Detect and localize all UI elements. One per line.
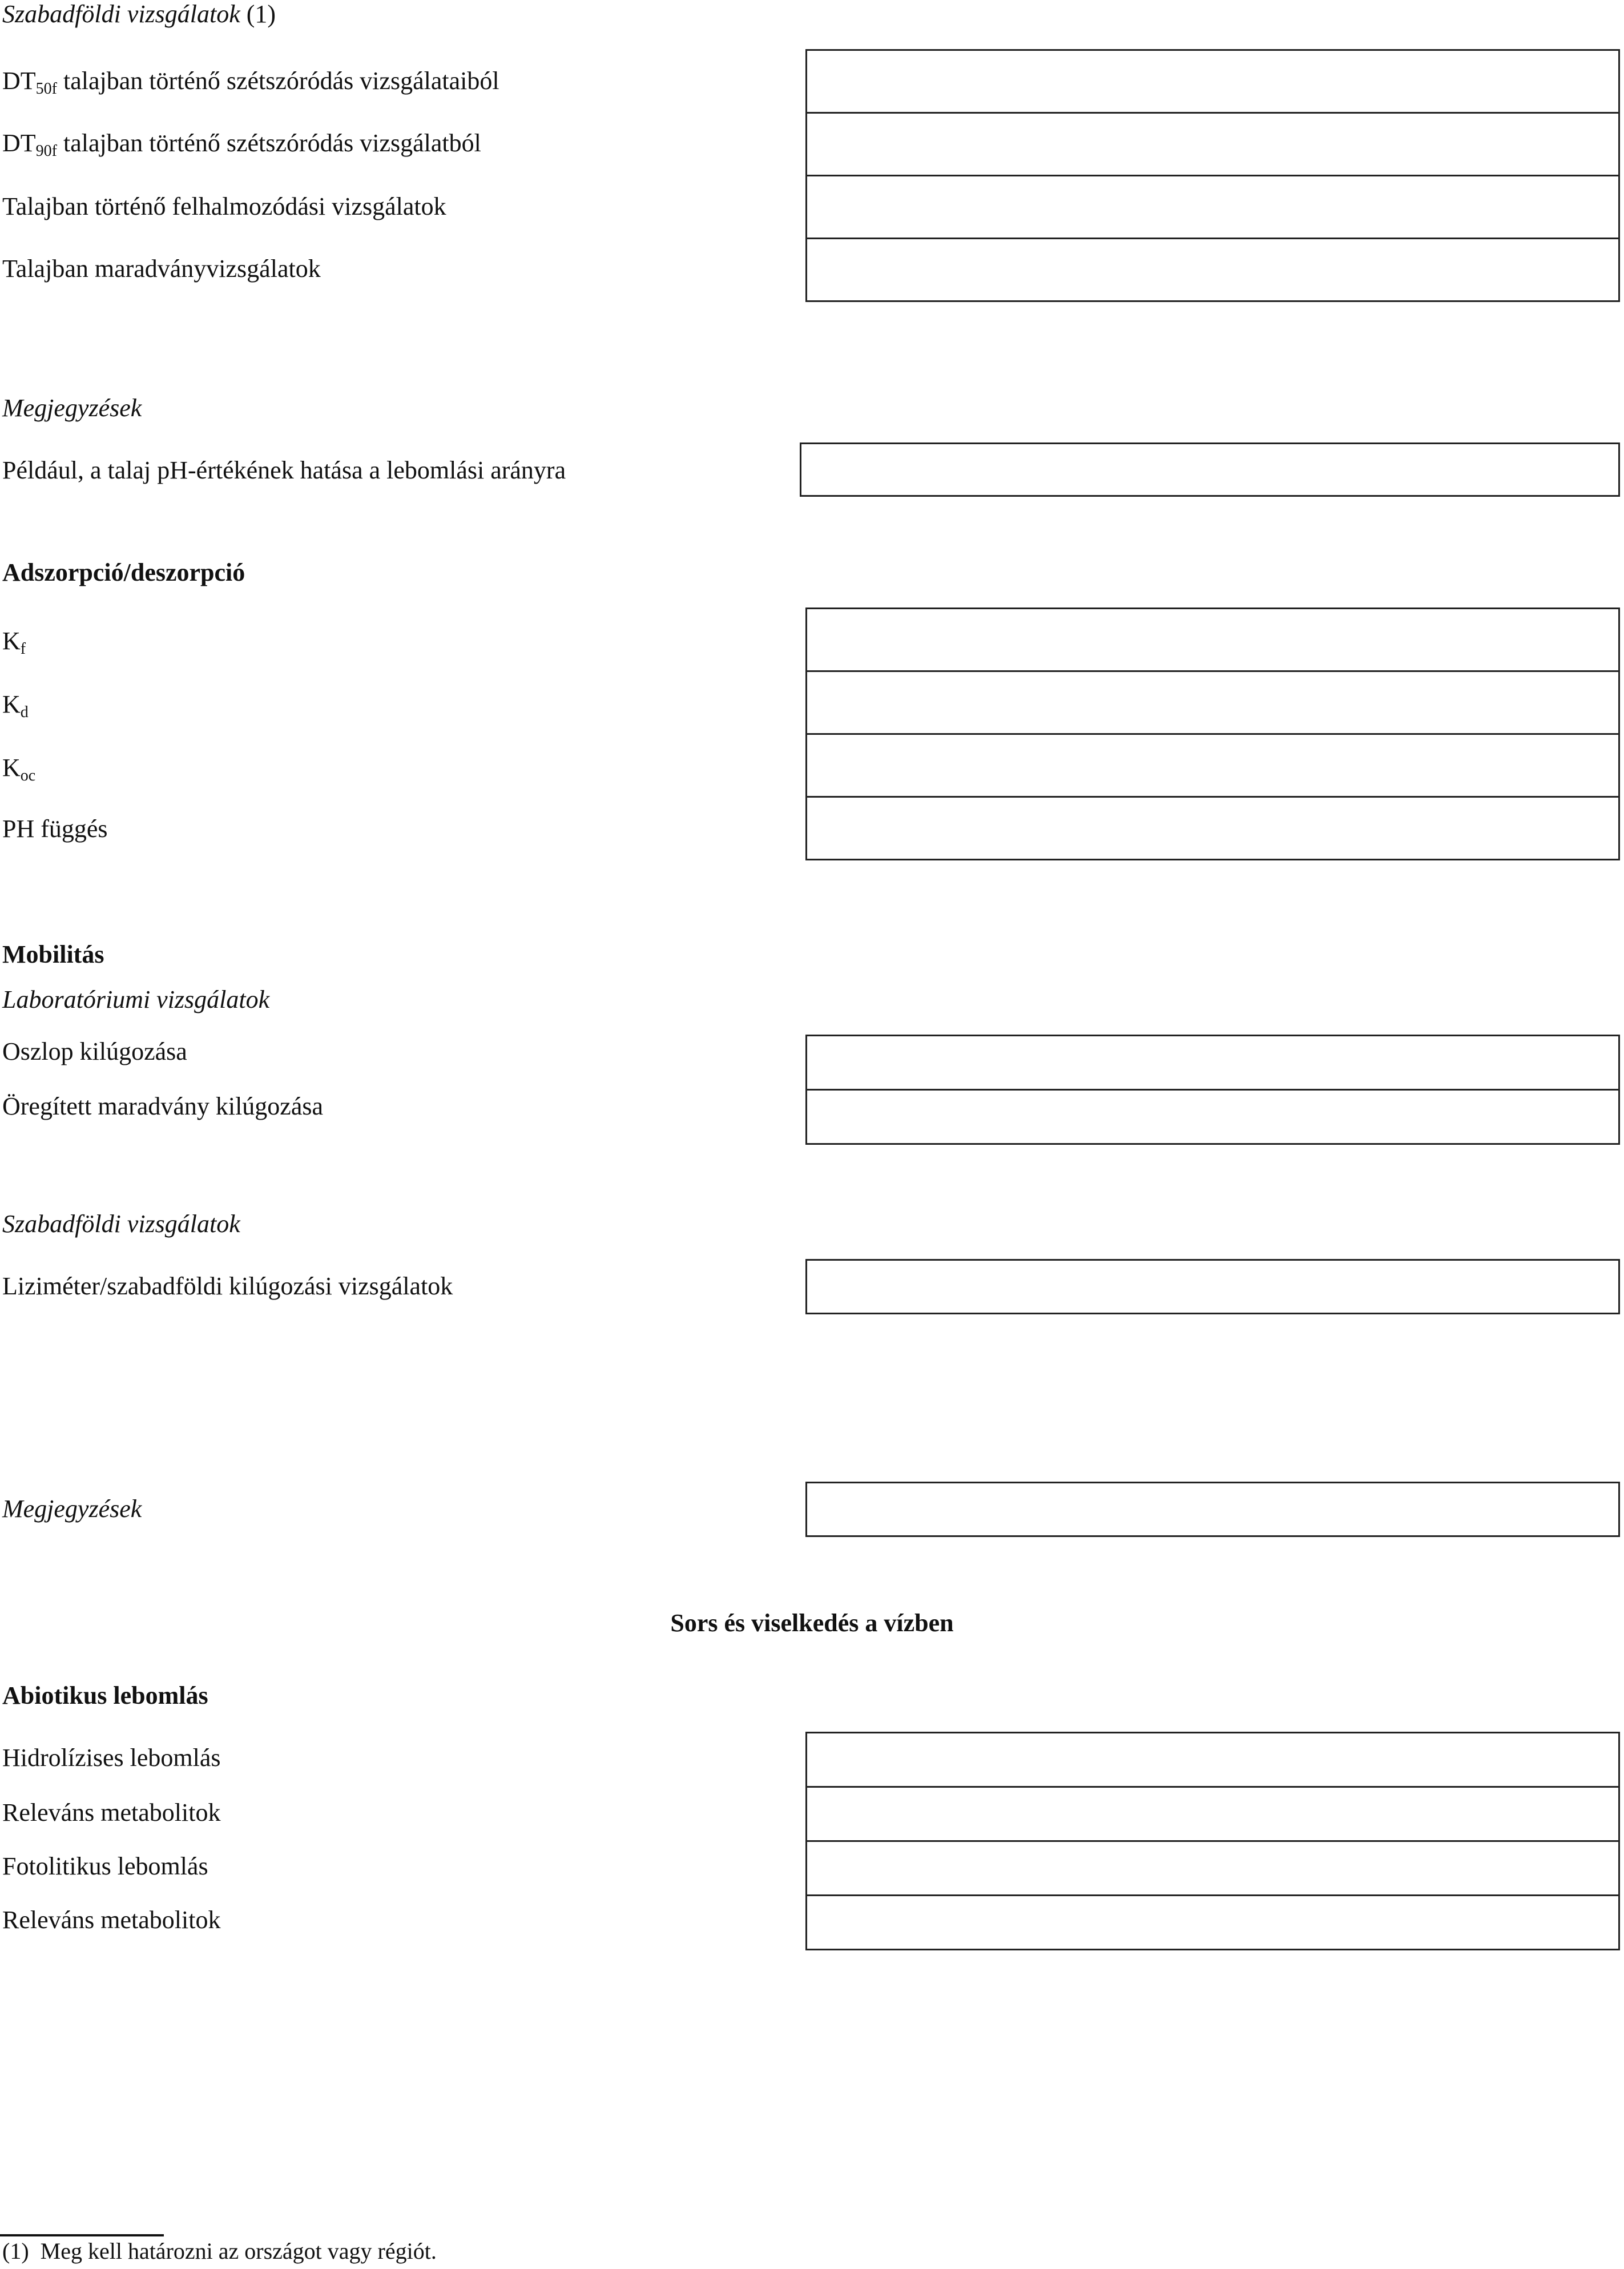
label-prefix: K [2, 627, 21, 655]
label-sub: 90f [35, 142, 57, 160]
footnote-marker: (1) [2, 2238, 29, 2264]
section-heading-field-studies [2, 0, 276, 30]
label-koc [2, 752, 35, 784]
label-column-leaching: Oszlop kilúgozása [2, 1037, 187, 1065]
label-residue: Talajban maradványvizsgálatok [2, 255, 321, 283]
section-title-water: Sors és viselkedés a vízben [670, 1609, 954, 1637]
label-hydrolysis: Hidrolízises lebomlás [2, 1744, 221, 1772]
label-ph-effect: Például, a talaj pH-értékének hatása a lebomlási arányra [2, 456, 566, 484]
lysimeter-input[interactable] [805, 1259, 1620, 1314]
label-text: talajban történő szétszóródás vizsgálatból [57, 129, 481, 157]
dt50-input[interactable] [805, 49, 1620, 114]
section-heading-adsorption: Adszorpció/deszorpció [2, 558, 245, 586]
footnote-text: Meg kell határozni az országot vagy régiót. [40, 2238, 437, 2264]
mobility-remarks-input[interactable] [805, 1482, 1620, 1537]
label-prefix: DT [2, 129, 36, 157]
footnote [2, 2237, 437, 2266]
label-lysimeter: Liziméter/szabadföldi kilúgozási vizsgálatok [2, 1272, 453, 1300]
label-dt50 [2, 65, 499, 97]
accumulation-input[interactable] [805, 175, 1620, 239]
label-kf [2, 625, 26, 657]
label-prefix: DT [2, 67, 36, 95]
label-kd [2, 689, 29, 721]
ph-dependence-input[interactable] [805, 796, 1620, 860]
footnote-ref[interactable]: (1) [246, 0, 276, 28]
koc-input[interactable] [805, 733, 1620, 798]
remarks-heading-mobility: Megjegyzések [2, 1495, 142, 1523]
dt90-input[interactable] [805, 112, 1620, 176]
hydrolysis-input[interactable] [805, 1732, 1620, 1788]
adsorption-input-group [805, 608, 1620, 860]
label-accumulation: Talajban történő felhalmozódási vizsgálatok [2, 192, 446, 220]
ph-effect-input[interactable] [800, 442, 1620, 497]
kd-input[interactable] [805, 670, 1620, 735]
label-relevant-metabolites: Releváns metabolitok [2, 1906, 221, 1934]
label-sub: 50f [35, 80, 57, 98]
label-prefix: K [2, 754, 21, 782]
abiotic-input-group [805, 1732, 1620, 1950]
section-heading-mobility: Mobilitás [2, 940, 104, 968]
hydrolysis-metabolites-input[interactable] [805, 1786, 1620, 1842]
field-studies-heading: Szabadföldi vizsgálatok [2, 1210, 240, 1238]
label-sub: oc [20, 767, 36, 785]
lab-studies-input-group [805, 1035, 1620, 1145]
residue-input[interactable] [805, 238, 1620, 302]
label-ph-dependence: PH függés [2, 815, 108, 843]
lab-studies-heading: Laboratóriumi vizsgálatok [2, 985, 270, 1013]
label-relevant-metabolites: Releváns metabolitok [2, 1799, 221, 1827]
photolysis-metabolites-input[interactable] [805, 1894, 1620, 1950]
photolysis-input[interactable] [805, 1840, 1620, 1896]
label-photolysis: Fotolitikus lebomlás [2, 1852, 208, 1880]
column-leaching-input[interactable] [805, 1035, 1620, 1091]
footnote-divider [0, 2234, 164, 2236]
label-sub: d [20, 703, 29, 721]
remarks-heading: Megjegyzések [2, 394, 142, 422]
section-heading-abiotic: Abiotikus lebomlás [2, 1681, 208, 1709]
field-studies-input-group [805, 49, 1620, 302]
label-sub: f [20, 640, 26, 658]
label-prefix: K [2, 690, 21, 718]
aged-residue-leaching-input[interactable] [805, 1089, 1620, 1145]
label-aged-residue-leaching: Öregített maradvány kilúgozása [2, 1092, 324, 1120]
kf-input[interactable] [805, 608, 1620, 672]
heading-text: Szabadföldi vizsgálatok [2, 0, 240, 28]
label-dt90 [2, 127, 481, 159]
label-text: talajban történő szétszóródás vizsgálataiból [57, 67, 499, 95]
